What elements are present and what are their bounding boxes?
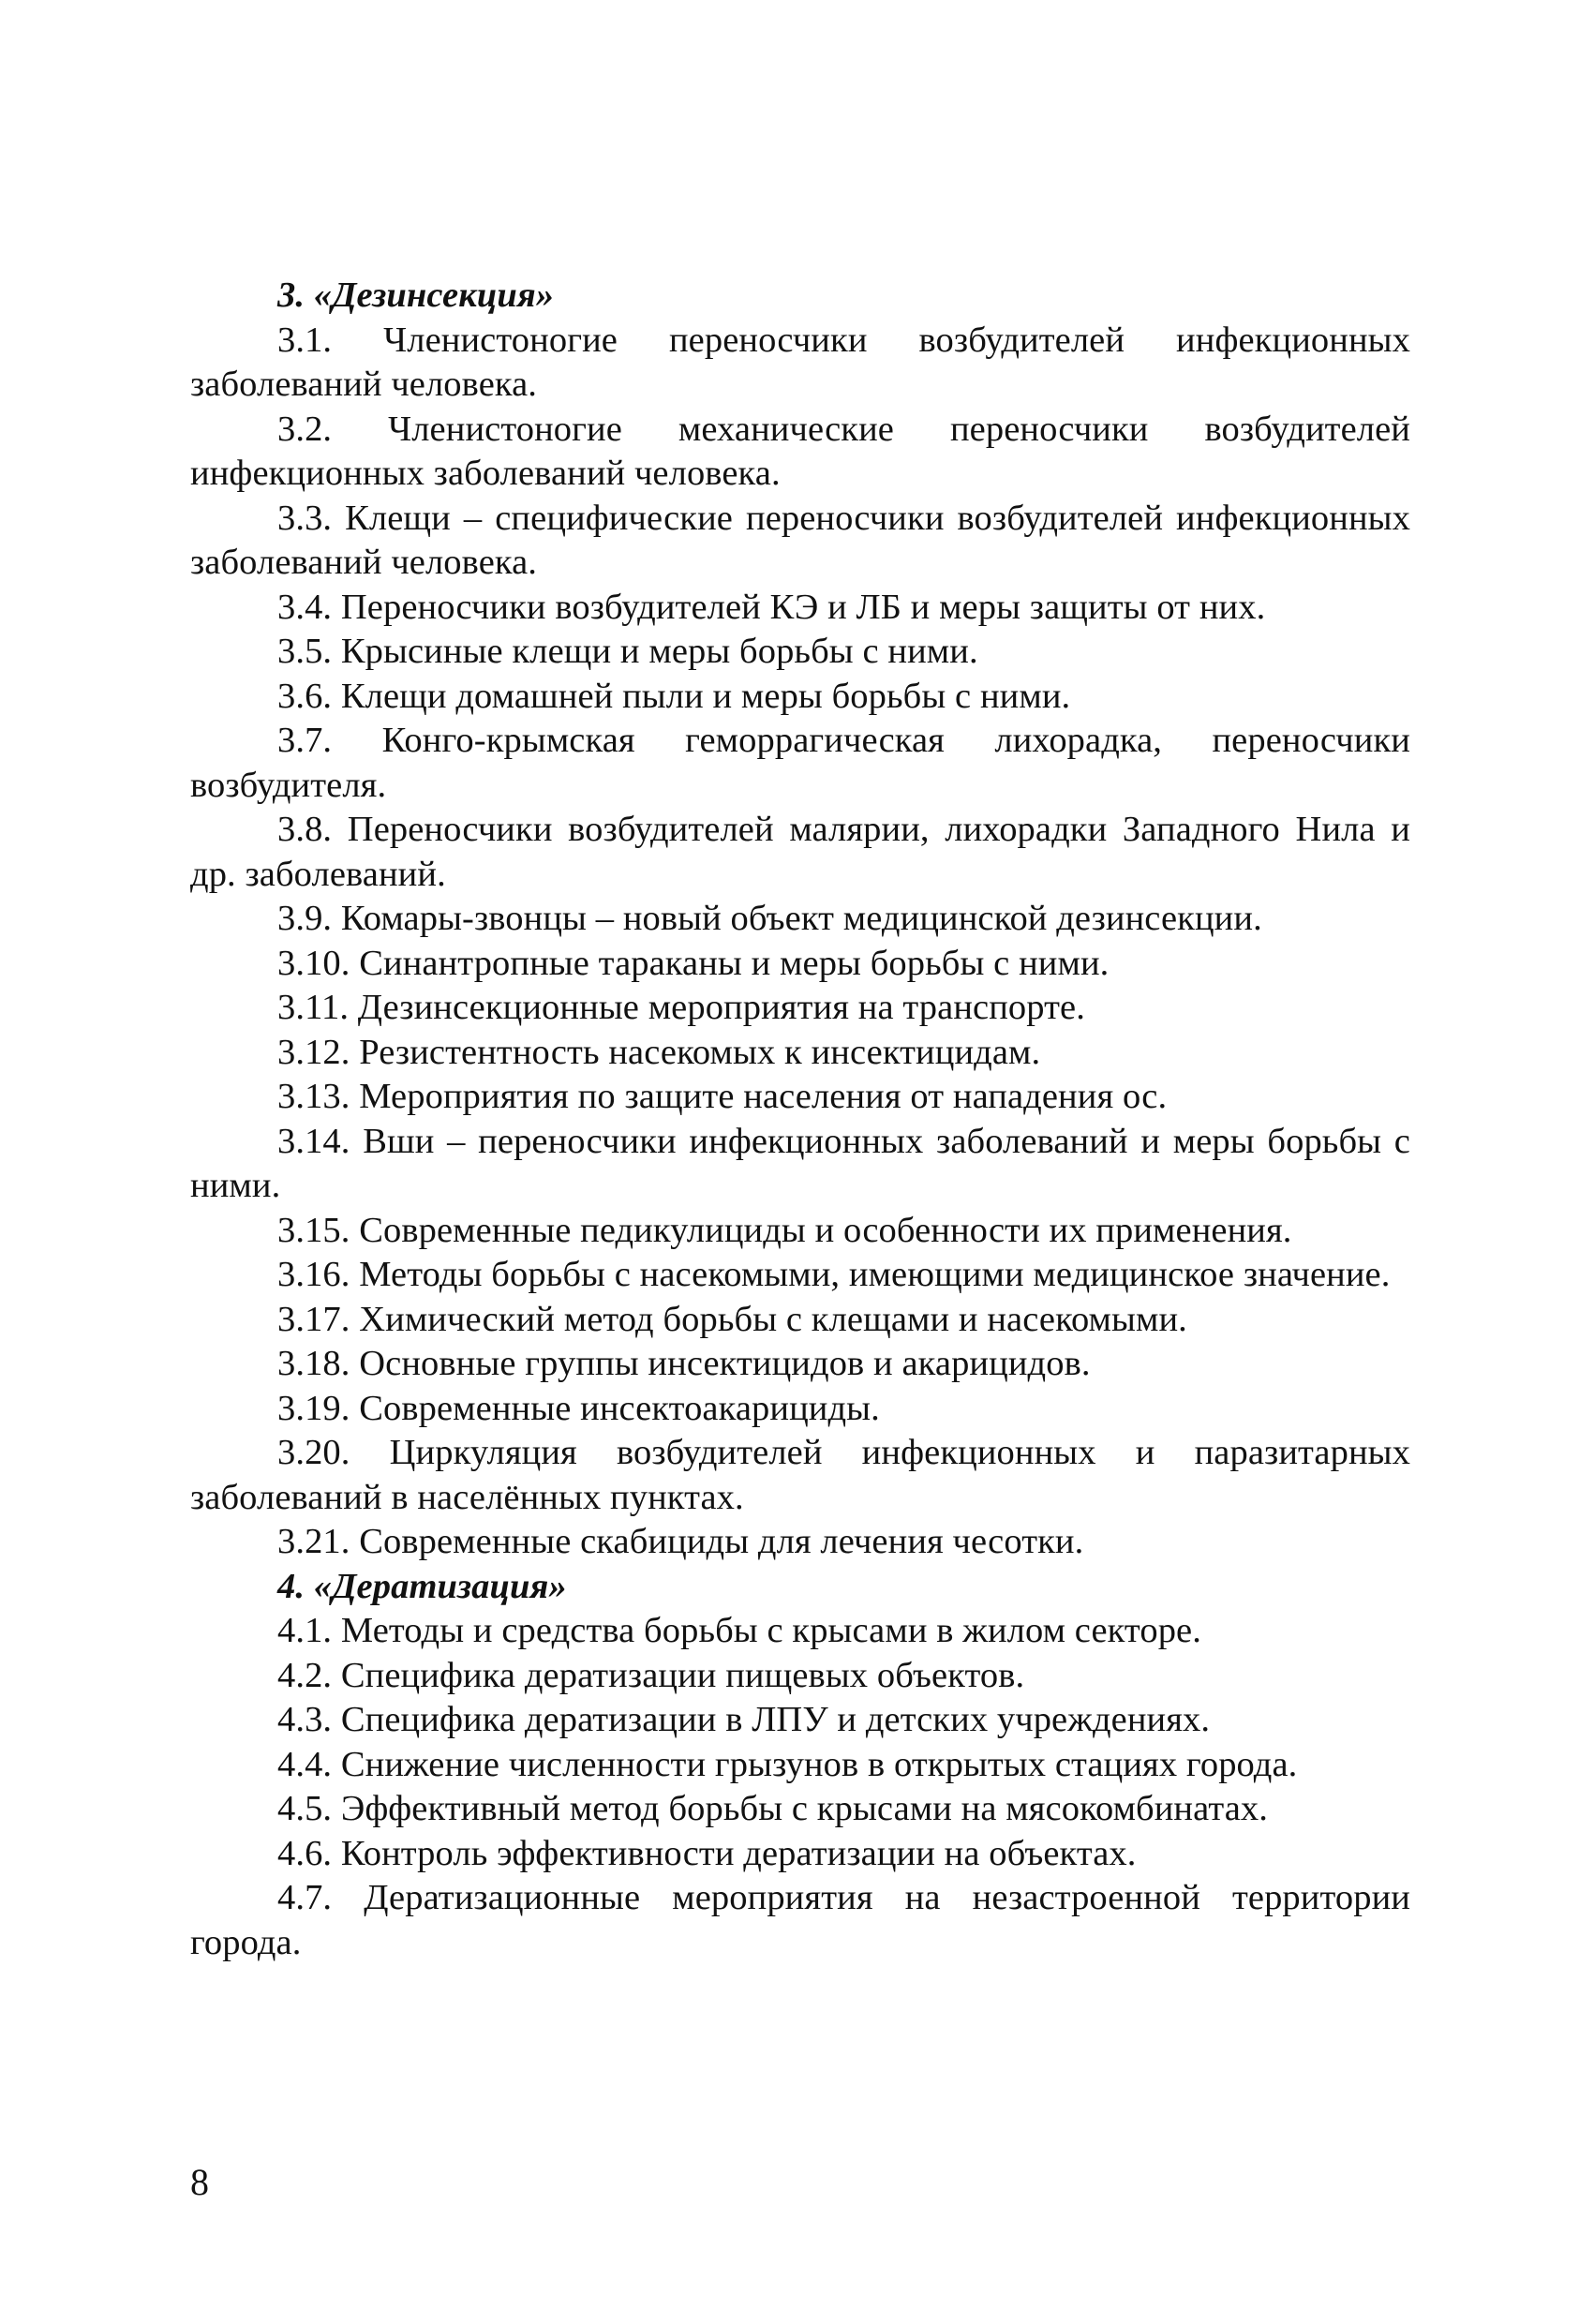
page-number: 8 xyxy=(190,2161,209,2203)
list-item: 4.3. Специфика дератизации в ЛПУ и детских учреждениях. xyxy=(277,1700,1211,1739)
list-item: 3.19. Современные инсектоакарициды. xyxy=(277,1388,880,1428)
list-item: 3.18. Основные группы инсектицидов и акарицидов. xyxy=(277,1344,1091,1383)
list-item: 3.10. Синантропные тараканы и меры борьбы с ними. xyxy=(277,943,1110,983)
list-item: 4.5. Эффективный метод борьбы с крысами на мясокомбинатах. xyxy=(277,1789,1268,1828)
list-item: 4.6. Контроль эффективности дератизации на объектах. xyxy=(277,1833,1137,1873)
list-item: 3.9. Комары-звонцы – новый объект медицинской дезинсекции. xyxy=(277,899,1262,938)
list-item: 3.21. Современные скабициды для лечения чесотки. xyxy=(277,1522,1084,1561)
list-item: 3.14. Вши – переносчики инфекционных заболеваний и меры борьбы с ними. xyxy=(190,1121,1410,1205)
list-item: 3.5. Крысиные клещи и меры борьбы с ними. xyxy=(277,632,978,671)
list-item: 3.1. Членистоногие переносчики возбудителей инфекционных заболеваний человека. xyxy=(190,320,1410,404)
list-item: 3.13. Мероприятия по защите населения от нападения ос. xyxy=(277,1077,1168,1116)
list-item: 3.3. Клещи – специфические переносчики возбудителей инфекционных заболеваний человека. xyxy=(190,498,1410,582)
list-item: 4.1. Методы и средства борьбы с крысами в жилом секторе. xyxy=(277,1611,1201,1650)
list-item: 4.4. Снижение численности грызунов в открытых стациях города. xyxy=(277,1744,1298,1784)
list-item: 3.7. Конго-крымская геморрагическая лихорадка, переносчики возбудителя. xyxy=(190,721,1410,805)
list-item: 3.2. Членистоногие механические переносчики возбудителей инфекционных заболеваний человека. xyxy=(190,409,1410,493)
page-content xyxy=(190,274,1410,1965)
list-item: 3.12. Резистентность насекомых к инсектицидам. xyxy=(277,1032,1041,1072)
list-item: 4.2. Специфика дератизации пищевых объектов. xyxy=(277,1655,1025,1695)
list-item: 3.20. Циркуляция возбудителей инфекционных и паразитарных заболеваний в населённых пунктах. xyxy=(190,1433,1410,1517)
list-item: 3.15. Современные педикулициды и особенности их применения. xyxy=(277,1210,1292,1250)
section-heading-disinsection: 3. «Дезинсекция» xyxy=(277,276,555,315)
list-item: 3.6. Клещи домашней пыли и меры борьбы с ними. xyxy=(277,676,1071,716)
list-item: 3.8. Переносчики возбудителей малярии, лихорадки Западного Нила и др. заболеваний. xyxy=(190,810,1410,894)
list-item: 3.17. Химический метод борьбы с клещами и насекомыми. xyxy=(277,1299,1187,1339)
list-item: 4.7. Дератизационные мероприятия на незастроенной территории города. xyxy=(190,1878,1410,1962)
list-item: 3.11. Дезинсекционные мероприятия на транспорте. xyxy=(277,988,1085,1027)
list-item: 3.4. Переносчики возбудителей КЭ и ЛБ и меры защиты от них. xyxy=(277,587,1266,627)
list-item: 3.16. Методы борьбы с насекомыми, имеющими медицинское значение. xyxy=(277,1255,1391,1294)
section-heading-deratization: 4. «Дератизация» xyxy=(277,1566,567,1606)
